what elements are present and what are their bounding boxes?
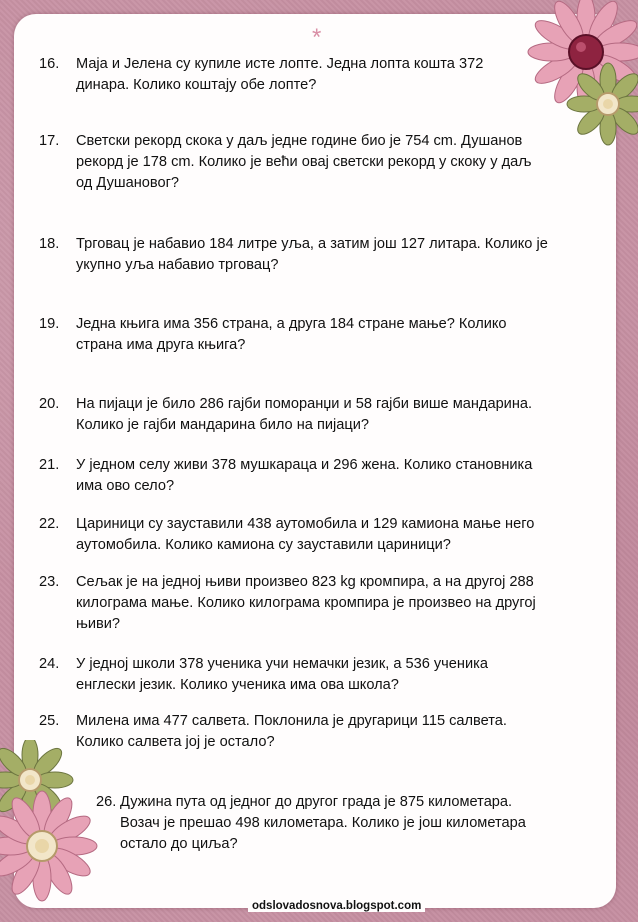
problem-21 [39,455,532,497]
problem-text: Светски рекорд скока у даљ једне године био је 754 cm. Душанов рекорд је 178 cm. Колико је већи овај светски рекорд у скоку у даљ од Душановог? [76,133,532,191]
problem-text: Милена има 477 салвета. Поклонила је другарици 115 салвета. Колико салвета јој је остало? [76,713,507,750]
problem-number: 21. [39,457,60,473]
problem-text: Цариници су зауставили 438 аутомобила и 129 камиона мање него аутомобила. Колико камиона су зауставили цариници? [76,516,535,553]
problem-number: 17. [39,133,60,149]
asterisk-ornament: * [312,24,322,51]
problem-number: 24. [39,656,60,672]
problem-text: У једном селу живи 378 мушкараца и 296 жена. Колико становника има ово село? [76,457,533,494]
problem-number: 20. [39,396,60,412]
green-flower-icon [560,60,638,156]
problem-number: 25. [39,713,60,729]
problem-24 [39,654,488,696]
problem-text: На пијаци је било 286 гајби поморанџи и 58 гајби више мандарина. Колико је гајби мандарина било на пијаци? [76,396,533,433]
problem-20 [39,394,532,436]
problem-number: 22. [39,516,60,532]
problem-22 [39,514,534,556]
problem-23 [39,572,536,635]
problem-26 [96,792,526,855]
problem-text: Дужина пута од једног до другог града је 875 километара. Возач је прешао 498 километара. Колико је још километара остало до циља? [120,794,526,852]
problem-25 [39,711,507,753]
problem-number: 19. [39,316,60,332]
footer-url: odslovadosnova.blogspot.com [248,900,425,912]
problem-number: 16. [39,56,60,72]
problem-text: Једна књига има 356 страна, а друга 184 стране мање? Колико страна има друга књига? [76,316,507,353]
pink-flower-icon [0,790,100,922]
problem-number: 26. [96,794,117,810]
problem-text: Сељак је на једној њиви произвео 823 kg кромпира, а на другој 288 килограма мање. Колико килограма кромпира је произвео на другој њиви? [76,574,536,632]
problem-text: У једној школи 378 ученика учи немачки језик, а 536 ученика енглески језик. Колико ученика има ова школа? [76,656,488,693]
problem-text: Маја и Јелена су купиле исте лопте. Једна лопта кошта 372 динара. Колико коштају обе лопте? [76,56,484,93]
problem-18 [39,234,548,276]
problem-number: 18. [39,236,60,252]
problem-17 [39,131,531,194]
problem-text: Трговац је набавио 184 литре уља, а затим још 127 литара. Колико је укупно уља набавио трговац? [76,236,548,273]
problem-number: 23. [39,574,60,590]
problem-16 [39,54,483,96]
problem-19 [39,314,507,356]
